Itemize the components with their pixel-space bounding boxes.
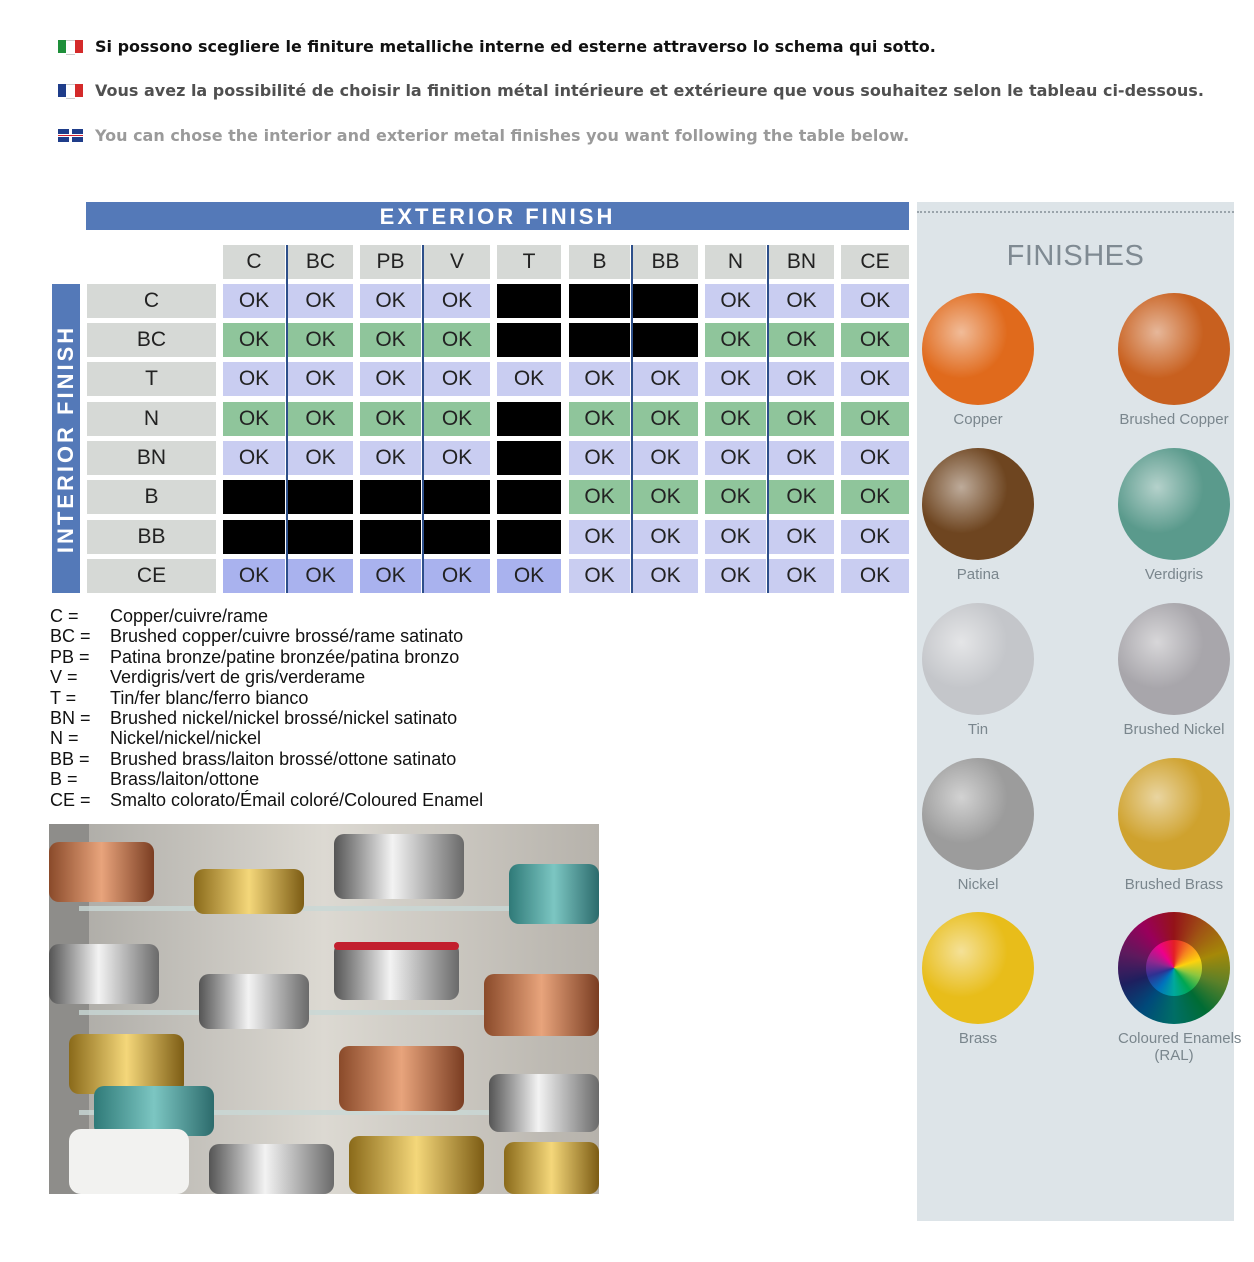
cell-ok: OK <box>633 480 698 514</box>
cell-ok: OK <box>769 480 834 514</box>
row-header-c: C <box>87 284 216 318</box>
cell-unavailable <box>569 284 630 318</box>
row-header-ce: CE <box>87 559 216 593</box>
finish-disc <box>1118 758 1230 870</box>
row-header-bb: BB <box>87 520 216 554</box>
cell-ok: OK <box>841 441 909 475</box>
cell-ok: OK <box>705 559 766 593</box>
france-flag-icon <box>58 84 83 97</box>
cell-unavailable <box>497 441 561 475</box>
cell-unavailable <box>497 323 561 357</box>
finish-swatch <box>1118 603 1230 738</box>
finish-swatch <box>922 448 1034 583</box>
finish-swatch <box>1118 912 1242 1064</box>
cell-ok: OK <box>360 362 421 396</box>
cell-ok: OK <box>360 559 421 593</box>
legend-code: B = <box>50 769 78 790</box>
finish-swatch <box>922 758 1034 893</box>
cell-ok: OK <box>841 284 909 318</box>
legend-item <box>50 769 483 789</box>
cell-ok: OK <box>841 559 909 593</box>
cell-unavailable <box>497 520 561 554</box>
finish-disc <box>1118 448 1230 560</box>
cell-ok: OK <box>288 402 353 436</box>
row-header-b: B <box>87 480 216 514</box>
cell-ok: OK <box>424 362 490 396</box>
finish-label: Brushed Brass <box>1124 876 1224 893</box>
cell-unavailable <box>569 323 630 357</box>
finish-label: Coloured Enamels <box>1118 1030 1242 1047</box>
cell-ok: OK <box>360 323 421 357</box>
legend-item <box>50 708 483 728</box>
cell-ok: OK <box>633 559 698 593</box>
cell-ok: OK <box>360 441 421 475</box>
cell-ok: OK <box>769 323 834 357</box>
intro-french <box>58 81 1204 100</box>
finishes-panel <box>917 202 1242 1221</box>
cell-ok: OK <box>424 441 490 475</box>
finish-label: Copper <box>953 411 1003 428</box>
finish-label: Brushed Nickel <box>1123 721 1225 738</box>
legend-code: T = <box>50 687 77 708</box>
legend-description: Brushed copper/cuivre brossé/rame satinato <box>110 626 464 647</box>
finish-disc <box>1118 293 1230 405</box>
cell-ok: OK <box>424 323 490 357</box>
cell-ok: OK <box>769 362 834 396</box>
cell-ok: OK <box>223 284 285 318</box>
cell-unavailable <box>497 284 561 318</box>
cell-ok: OK <box>223 323 285 357</box>
finish-disc <box>922 603 1034 715</box>
cell-ok: OK <box>705 362 766 396</box>
intro-french-text: Vous avez la possibilité de choisir la finition métal intérieure et extérieure que vous souhaitez selon le tableau ci-dessous. <box>95 81 1204 100</box>
legend-item <box>50 626 483 646</box>
exterior-finish-header: EXTERIOR FINISH <box>86 202 909 230</box>
legend-description: Verdigris/vert de gris/verderame <box>110 667 366 688</box>
column-header-bb: BB <box>633 245 698 279</box>
finish-disc <box>1118 603 1230 715</box>
cell-ok: OK <box>841 362 909 396</box>
cell-unavailable <box>360 520 421 554</box>
legend-item <box>50 688 483 708</box>
cell-ok: OK <box>497 559 561 593</box>
column-header-b: B <box>569 245 630 279</box>
cell-ok: OK <box>705 480 766 514</box>
finish-label: Nickel <box>957 876 999 893</box>
cell-unavailable <box>497 480 561 514</box>
cell-ok: OK <box>223 559 285 593</box>
finish-label: Patina <box>956 566 1000 583</box>
legend-code: V = <box>50 667 78 688</box>
legend-code: PB = <box>50 646 90 667</box>
column-header-v: V <box>424 245 490 279</box>
legend-description: Brass/laiton/ottone <box>110 769 260 790</box>
cell-ok: OK <box>288 323 353 357</box>
cell-ok: OK <box>569 362 630 396</box>
cell-ok: OK <box>360 284 421 318</box>
legend-code: C = <box>50 606 79 626</box>
cell-ok: OK <box>569 559 630 593</box>
cell-unavailable <box>424 520 490 554</box>
finish-disc <box>922 758 1034 870</box>
cell-ok: OK <box>841 480 909 514</box>
finish-swatch <box>922 912 1034 1047</box>
intro-italian <box>58 37 936 56</box>
cell-ok: OK <box>424 402 490 436</box>
cell-ok: OK <box>769 559 834 593</box>
legend-item <box>50 647 483 667</box>
column-header-ce: CE <box>841 245 909 279</box>
cell-ok: OK <box>769 284 834 318</box>
finish-disc <box>922 912 1034 1024</box>
cell-unavailable <box>424 480 490 514</box>
legend-description: Brushed brass/laiton brossé/ottone satinato <box>110 748 457 769</box>
row-header-n: N <box>87 402 216 436</box>
column-pair-divider <box>767 245 769 593</box>
finish-swatch <box>922 293 1034 428</box>
cell-ok: OK <box>569 402 630 436</box>
cell-unavailable <box>633 284 698 318</box>
cell-ok: OK <box>705 441 766 475</box>
cell-ok: OK <box>569 480 630 514</box>
cell-ok: OK <box>288 362 353 396</box>
finish-label: Brass <box>958 1030 998 1047</box>
legend-description: Brushed nickel/nickel brossé/nickel satinato <box>110 708 458 729</box>
legend-item <box>50 728 483 748</box>
dotted-divider <box>917 211 1234 213</box>
cell-unavailable <box>633 323 698 357</box>
legend-code: BC = <box>50 626 91 647</box>
legend-code: BB = <box>50 748 90 769</box>
finish-label: Tin <box>967 721 989 738</box>
column-pair-divider <box>422 245 424 593</box>
column-pair-divider <box>631 245 633 593</box>
cell-ok: OK <box>633 441 698 475</box>
cell-unavailable <box>288 520 353 554</box>
finish-label: Brushed Copper <box>1119 411 1229 428</box>
legend-item <box>50 790 483 810</box>
legend-description: Nickel/nickel/nickel <box>110 728 262 749</box>
cell-ok: OK <box>841 402 909 436</box>
cell-unavailable <box>223 520 285 554</box>
finish-swatch <box>1118 293 1230 428</box>
legend-description: Copper/cuivre/rame <box>110 606 269 626</box>
column-header-t: T <box>497 245 561 279</box>
cell-ok: OK <box>288 559 353 593</box>
legend-description: Smalto colorato/Émail coloré/Coloured Enamel <box>110 789 484 810</box>
row-header-bn: BN <box>87 441 216 475</box>
row-header-bc: BC <box>87 323 216 357</box>
finish-label: Verdigris <box>1144 566 1204 583</box>
column-header-n: N <box>705 245 766 279</box>
cell-ok: OK <box>424 284 490 318</box>
legend-code: BN = <box>50 708 91 729</box>
column-header-c: C <box>223 245 285 279</box>
legend-description: Patina bronze/patine bronzée/patina bronzo <box>110 646 460 667</box>
cell-ok: OK <box>841 520 909 554</box>
basins-display-photo <box>49 824 599 1194</box>
finish-label-sub: (RAL) <box>1154 1047 1194 1064</box>
legend-item <box>50 749 483 769</box>
column-header-pb: PB <box>360 245 421 279</box>
column-pair-divider <box>286 245 288 593</box>
legend-code: CE = <box>50 789 91 810</box>
cell-ok: OK <box>360 402 421 436</box>
finish-disc <box>1118 912 1230 1024</box>
cell-ok: OK <box>633 402 698 436</box>
cell-ok: OK <box>841 323 909 357</box>
cell-ok: OK <box>705 323 766 357</box>
cell-unavailable <box>360 480 421 514</box>
cell-ok: OK <box>288 441 353 475</box>
cell-ok: OK <box>769 441 834 475</box>
cell-ok: OK <box>705 402 766 436</box>
interior-finish-label: INTERIOR FINISH <box>53 324 78 553</box>
cell-unavailable <box>497 402 561 436</box>
row-header-t: T <box>87 362 216 396</box>
legend-item <box>50 606 483 626</box>
italy-flag-icon <box>58 40 83 53</box>
cell-ok: OK <box>288 284 353 318</box>
finish-swatch <box>1118 758 1230 893</box>
legend-description: Tin/fer blanc/ferro bianco <box>110 687 309 708</box>
cell-ok: OK <box>223 441 285 475</box>
intro-english-text: You can chose the interior and exterior metal finishes you want following the table below. <box>95 126 910 145</box>
finishes-title: FINISHES <box>1006 240 1145 272</box>
intro-english <box>58 126 909 145</box>
column-header-bc: BC <box>288 245 353 279</box>
uk-flag-icon <box>58 129 83 142</box>
cell-unavailable <box>223 480 285 514</box>
cell-ok: OK <box>633 520 698 554</box>
finish-disc <box>922 293 1034 405</box>
interior-finish-header <box>52 284 80 593</box>
intro-italian-text: Si possono scegliere le finiture metalliche interne ed esterne attraverso lo schema qui sotto. <box>95 37 936 56</box>
column-header-bn: BN <box>769 245 834 279</box>
cell-ok: OK <box>769 402 834 436</box>
finish-code-legend <box>50 606 483 810</box>
cell-ok: OK <box>223 362 285 396</box>
cell-unavailable <box>288 480 353 514</box>
cell-ok: OK <box>497 362 561 396</box>
cell-ok: OK <box>223 402 285 436</box>
legend-code: N = <box>50 728 79 749</box>
cell-ok: OK <box>569 441 630 475</box>
cell-ok: OK <box>424 559 490 593</box>
cell-ok: OK <box>769 520 834 554</box>
cell-ok: OK <box>705 284 766 318</box>
finish-swatch <box>1118 448 1230 583</box>
finish-disc <box>922 448 1034 560</box>
finish-swatch <box>922 603 1034 738</box>
legend-item <box>50 667 483 687</box>
cell-ok: OK <box>705 520 766 554</box>
cell-ok: OK <box>633 362 698 396</box>
cell-ok: OK <box>569 520 630 554</box>
